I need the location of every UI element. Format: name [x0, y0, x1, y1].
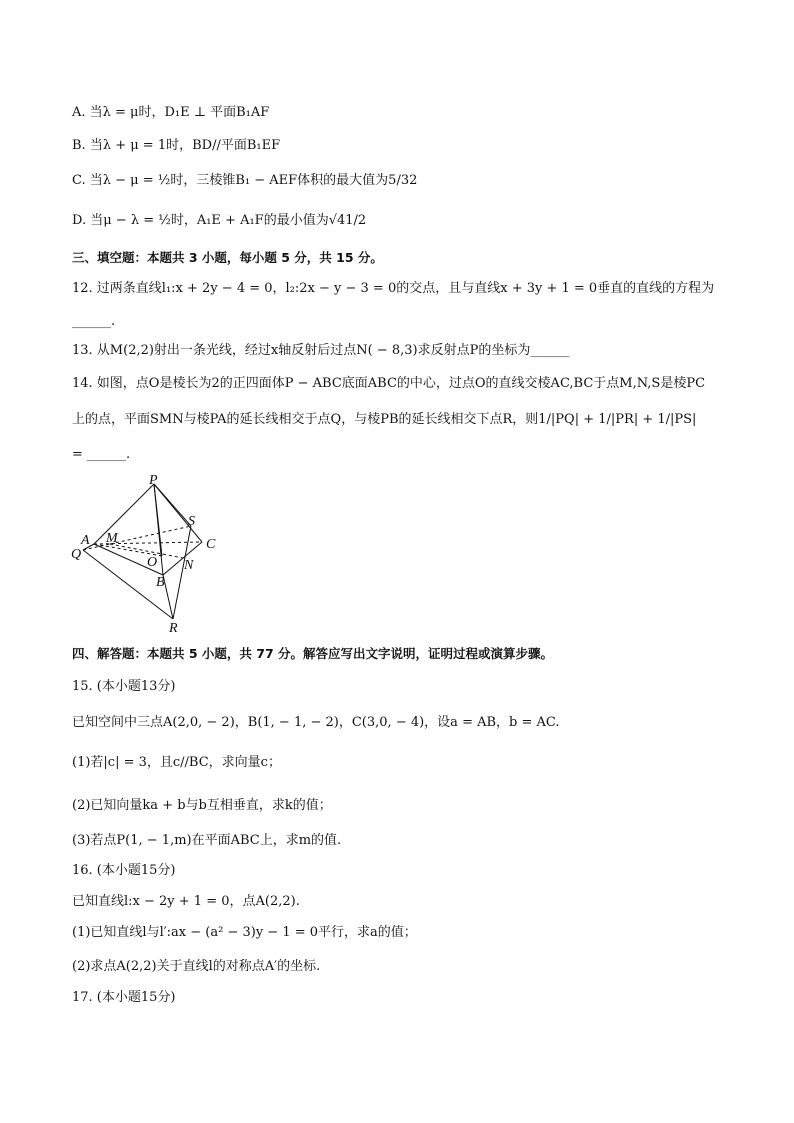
question-17-title: 17. (本小题15分) [72, 990, 176, 1005]
label-o: O [147, 555, 158, 570]
question-15-stem: 已知空间中三点A(2,0, − 2)，B(1, − 1, − 2)，C(3,0, − 4)，设a = AB，b = AC. [72, 715, 560, 730]
label-b: B [156, 575, 165, 590]
label-s: S [188, 514, 195, 529]
question-15-part-1: (1)若|c| = 3，且c//BC，求向量c； [72, 755, 281, 770]
label-r: R [169, 621, 178, 636]
question-16-part-2: (2)求点A(2,2)关于直线l的对称点A′的坐标. [72, 959, 321, 974]
question-14-line-2: 上的点，平面SMN与棱PA的延长线相交于点Q，与棱PB的延长线相交下点R，则1/|PQ| + 1/|PR| + 1/|PS| [72, 412, 697, 427]
option-b: B. 当λ + μ = 1时，BD//平面B₁EF [72, 138, 281, 153]
question-12-line-2: ______. [72, 314, 116, 329]
question-12-line-1: 12. 过两条直线l₁:x + 2y − 4 = 0，l₂:2x − y − 3 = 0的交点，且与直线x + 3y + 1 = 0垂直的直线的方程为 [72, 281, 715, 296]
question-16-title: 16. (本小题15分) [72, 863, 176, 878]
question-14-line-1: 14. 如图，点O是棱长为2的正四面体P − ABC底面ABC的中心，过点O的直线交棱AC,BC于点M,N,S是棱PC [72, 376, 706, 391]
label-a: A [81, 533, 90, 548]
section-3-heading: 三、填空题：本题共 3 小题，每小题 5 分，共 15 分。 [72, 250, 383, 265]
option-a: A. 当λ = μ时，D₁E ⊥ 平面B₁AF [72, 105, 270, 120]
question-14-line-3: = ______. [72, 447, 131, 462]
question-13: 13. 从M(2,2)射出一条光线，经过x轴反射后过点N( − 8,3)求反射点P的坐标为______ [72, 343, 570, 358]
edge-po [154, 484, 162, 556]
question-16-stem: 已知直线l:x − 2y + 1 = 0，点A(2,2). [72, 894, 300, 909]
edge-ps [154, 484, 191, 526]
label-p: P [149, 473, 158, 488]
question-15-part-3: (3)若点P(1, − 1,m)在平面ABC上，求m的值. [72, 833, 342, 848]
label-m: M [106, 531, 118, 546]
question-15-part-2: (2)已知向量ka + b与b互相垂直，求k的值； [72, 798, 332, 813]
label-n: N [184, 558, 194, 573]
edge-ms-hidden [110, 526, 191, 544]
option-d: D. 当μ − λ = ½时，A₁E + A₁F的最小值为√41/2 [72, 213, 367, 228]
option-c: C. 当λ − μ = ½时，三棱锥B₁ − AEF体积的最大值为5/32 [72, 173, 418, 188]
section-4-heading: 四、解答题：本题共 5 小题，共 77 分。解答应写出文字说明，证明过程或演算步骤。 [72, 646, 554, 661]
tetrahedron-figure [70, 472, 230, 637]
question-16-part-1: (1)已知直线l与l′:ax − (a² − 3)y − 1 = 0平行，求a的值； [72, 925, 417, 940]
edge-pa [94, 484, 154, 544]
label-q: Q [71, 547, 82, 562]
label-c: C [206, 537, 216, 552]
question-15-title: 15. (本小题13分) [72, 679, 176, 694]
